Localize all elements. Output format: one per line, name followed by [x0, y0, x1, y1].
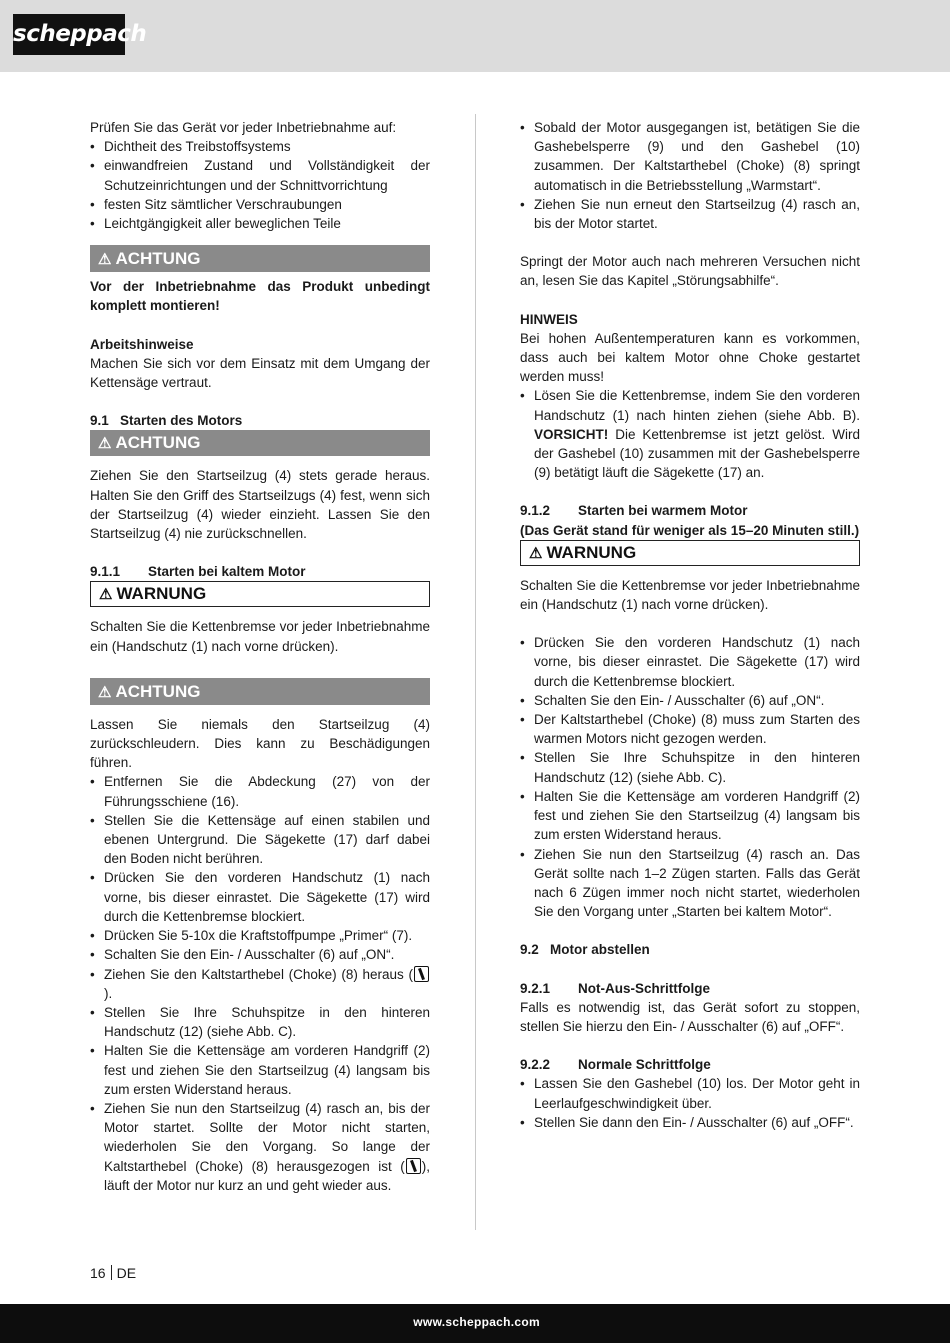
achtung-label: ACHTUNG: [115, 249, 201, 269]
achtung-label: ACHTUNG: [115, 681, 201, 701]
hinweis-list: [520, 386, 860, 482]
hinweis-text: Bei hohen Außentemperaturen kann es vorkommen, dass auch bei kaltem Motor ohne Choke gestartet werden muss!: [520, 330, 860, 385]
left-column: [90, 118, 430, 1195]
hinweis-title: HINWEIS: [520, 311, 578, 327]
intro-list: [90, 137, 430, 233]
choke-icon: [406, 1158, 421, 1174]
warning-triangle-icon: ⚠: [98, 683, 112, 701]
page-number: 16 DE: [90, 1265, 137, 1281]
intro-text: Prüfen Sie das Gerät vor jeder Inbetriebnahme auf:: [90, 120, 397, 135]
list-item: • Halten Sie die Kettensäge am vorderen Handgriff (2) fest und ziehen Sie den Startseilzug (4) langsam bis zum ersten Widerstand heraus.: [90, 1041, 430, 1099]
warnung-box: [90, 581, 430, 607]
continue-list: [520, 118, 860, 233]
warm-start-list: [520, 633, 860, 921]
section-heading-9-2-1: 9.2.1 Not-Aus-Schrittfolge: [520, 980, 710, 996]
list-item: • Stellen Sie die Kettensäge auf einen stabilen und ebenen Untergrund. Die Sägekette (17) darf dabei den Boden nicht berühren.: [90, 811, 430, 869]
achtung-label: ACHTUNG: [115, 433, 201, 453]
warning-triangle-icon: ⚠: [98, 435, 112, 453]
list-item: • Drücken Sie den vorderen Handschutz (1) nach vorne, bis dieser einrastet. Die Sägekette (17) wird durch die Kettenbremse blockiert.: [90, 868, 430, 926]
list-item: • festen Sitz sämtlicher Verschraubungen: [90, 195, 430, 214]
stop-list: [520, 1074, 860, 1132]
list-item: • einwandfreien Zustand und Vollständigkeit der Schutzeinrichtungen und der Schnittvorrichtung: [90, 156, 430, 194]
section-heading-9-1: 9.1 Starten des Motors: [90, 413, 243, 429]
warnung-text: Schalten Sie die Kettenbremse vor jeder Inbetriebnahme ein (Handschutz (1) nach vorne drücken).: [90, 619, 430, 654]
achtung-box: [90, 678, 430, 705]
warning-triangle-icon: ⚠: [99, 586, 113, 604]
achtung-text: Lassen Sie niemals den Startseilzug (4) zurückschleudern. Dies kann zu Beschädigungen führen.: [90, 716, 430, 771]
list-item: • Stellen Sie Ihre Schuhspitze in den hinteren Handschutz (12) (siehe Abb. C).: [520, 748, 860, 786]
warnung-text: Schalten Sie die Kettenbremse vor jeder Inbetriebnahme ein (Handschutz (1) nach vorne drücken).: [520, 577, 860, 613]
cold-start-list: [90, 772, 430, 1194]
achtung-box: [90, 245, 430, 272]
list-item: • Entfernen Sie die Abdeckung (27) von der Führungsschiene (16).: [90, 772, 430, 810]
section-heading-9-1-2: 9.1.2 Starten bei warmem Motor: [520, 503, 748, 519]
list-item: • Stellen Sie Ihre Schuhspitze in den hinteren Handschutz (12) (siehe Abb. C).: [90, 1003, 430, 1041]
list-item: • Schalten Sie den Ein- / Ausschalter (6) auf „ON“.: [90, 945, 430, 964]
section-heading-9-2-2: 9.2.2 Normale Schrittfolge: [520, 1057, 711, 1073]
list-item: • Halten Sie die Kettensäge am vorderen Handgriff (2) fest und ziehen Sie den Startseilzug (4) langsam bis zum ersten Widerstand heraus.: [520, 787, 860, 845]
list-item: • Sobald der Motor ausgegangen ist, betätigen Sie die Gashebelsperre (9) und den Gashebel (10) zusammen. Der Kaltstarthebel (Choke) (8) springt automatisch in die Betriebsstellung „Warmstart“.: [520, 118, 860, 195]
list-item: • Drücken Sie 5-10x die Kraftstoffpumpe „Primer“ (7).: [90, 926, 430, 945]
list-item: • Ziehen Sie nun den Startseilzug (4) rasch an, bis der Motor startet. Sollte der Motor nicht starten, wiederholen Sie den Vorgang. So lange der Kaltstarthebel (Choke) (8) herausgezogen ist ( ), läuft der Motor nur kurz an und geht wieder aus.: [90, 1099, 430, 1195]
list-item: • Lassen Sie den Gashebel (10) los. Der Motor geht in Leerlaufgeschwindigkeit über.: [520, 1074, 860, 1112]
right-column: [520, 118, 860, 1132]
page-separator: [111, 1265, 112, 1280]
list-item: • Lösen Sie die Kettenbremse, indem Sie den vorderen Handschutz (1) nach hinten ziehen (siehe Abb. B). VORSICHT! Die Kettenbremse ist jetzt gelöst. Wird der Gashebel (10) zusammen mit der Gashebelsperre (9) betätigt läuft die Sägekette (17) an.: [520, 386, 860, 482]
list-item: • Ziehen Sie nun erneut den Startseilzug (4) rasch an, bis der Motor startet.: [520, 195, 860, 233]
list-item: • Leichtgängigkeit aller beweglichen Teile: [90, 214, 430, 233]
brand-logo: scheppach: [13, 14, 125, 55]
list-item: • Dichtheit des Treibstoffsystems: [90, 137, 430, 156]
section-heading-9-1-1: 9.1.1 Starten bei kaltem Motor: [90, 564, 306, 580]
section-subheading: (Das Gerät stand für weniger als 15–20 Minuten still.): [520, 522, 860, 538]
achtung-text: Vor der Inbetriebnahme das Produkt unbedingt komplett montieren!: [90, 279, 430, 314]
achtung-text: Ziehen Sie den Startseilzug (4) stets gerade heraus. Halten Sie den Griff des Startseilzugs (4) fest, wenn sich der Startseilzug (4) wieder einzieht. Lassen Sie den Startseilzug (4) nie zurückschnellen.: [90, 468, 430, 542]
arbeitshinweise-title: Arbeitshinweise: [90, 336, 194, 352]
list-item: • Der Kaltstarthebel (Choke) (8) muss zum Starten des warmen Motors nicht gezogen werden.: [520, 710, 860, 748]
list-item: • Drücken Sie den vorderen Handschutz (1) nach vorne, bis dieser einrastet. Die Sägekette (17) wird durch die Kettenbremse blockiert.: [520, 633, 860, 691]
warning-triangle-icon: ⚠: [98, 251, 112, 269]
warnung-label: WARNUNG: [116, 584, 207, 604]
arbeitshinweise-text: Machen Sie sich vor dem Einsatz mit dem Umgang der Kettensäge vertraut.: [90, 355, 430, 391]
notaus-text: Falls es notwendig ist, das Gerät sofort zu stoppen, stellen Sie hierzu den Ein- / Ausschalter (6) auf „OFF“.: [520, 999, 860, 1034]
achtung-box: [90, 430, 430, 456]
website-url[interactable]: www.scheppach.com: [413, 1315, 540, 1329]
list-item: • Stellen Sie dann den Ein- / Ausschalter (6) auf „OFF“.: [520, 1113, 860, 1132]
warnung-label: WARNUNG: [546, 542, 637, 562]
footer-bar: [0, 1304, 950, 1343]
page-header: [0, 0, 950, 72]
column-divider: [475, 114, 476, 1230]
section-heading-9-2: 9.2 Motor abstellen: [520, 942, 650, 958]
list-item: • Ziehen Sie nun den Startseilzug (4) rasch an. Das Gerät sollte nach 1–2 Zügen starten. Falls das Gerät nach 6 Zügen immer noch nicht startet, wiederholen Sie den Vorgang unter „Starten bei kaltem Motor“.: [520, 845, 860, 922]
springt-text: Springt der Motor auch nach mehreren Versuchen nicht an, lesen Sie das Kapitel „Störungsabhilfe“.: [520, 254, 860, 289]
warning-triangle-icon: ⚠: [529, 544, 543, 562]
list-item: • Schalten Sie den Ein- / Ausschalter (6) auf „ON“.: [520, 691, 860, 710]
choke-icon: [414, 966, 429, 982]
list-item: • Ziehen Sie den Kaltstarthebel (Choke) (8) heraus ().: [90, 965, 430, 1003]
warnung-box: [520, 540, 860, 566]
